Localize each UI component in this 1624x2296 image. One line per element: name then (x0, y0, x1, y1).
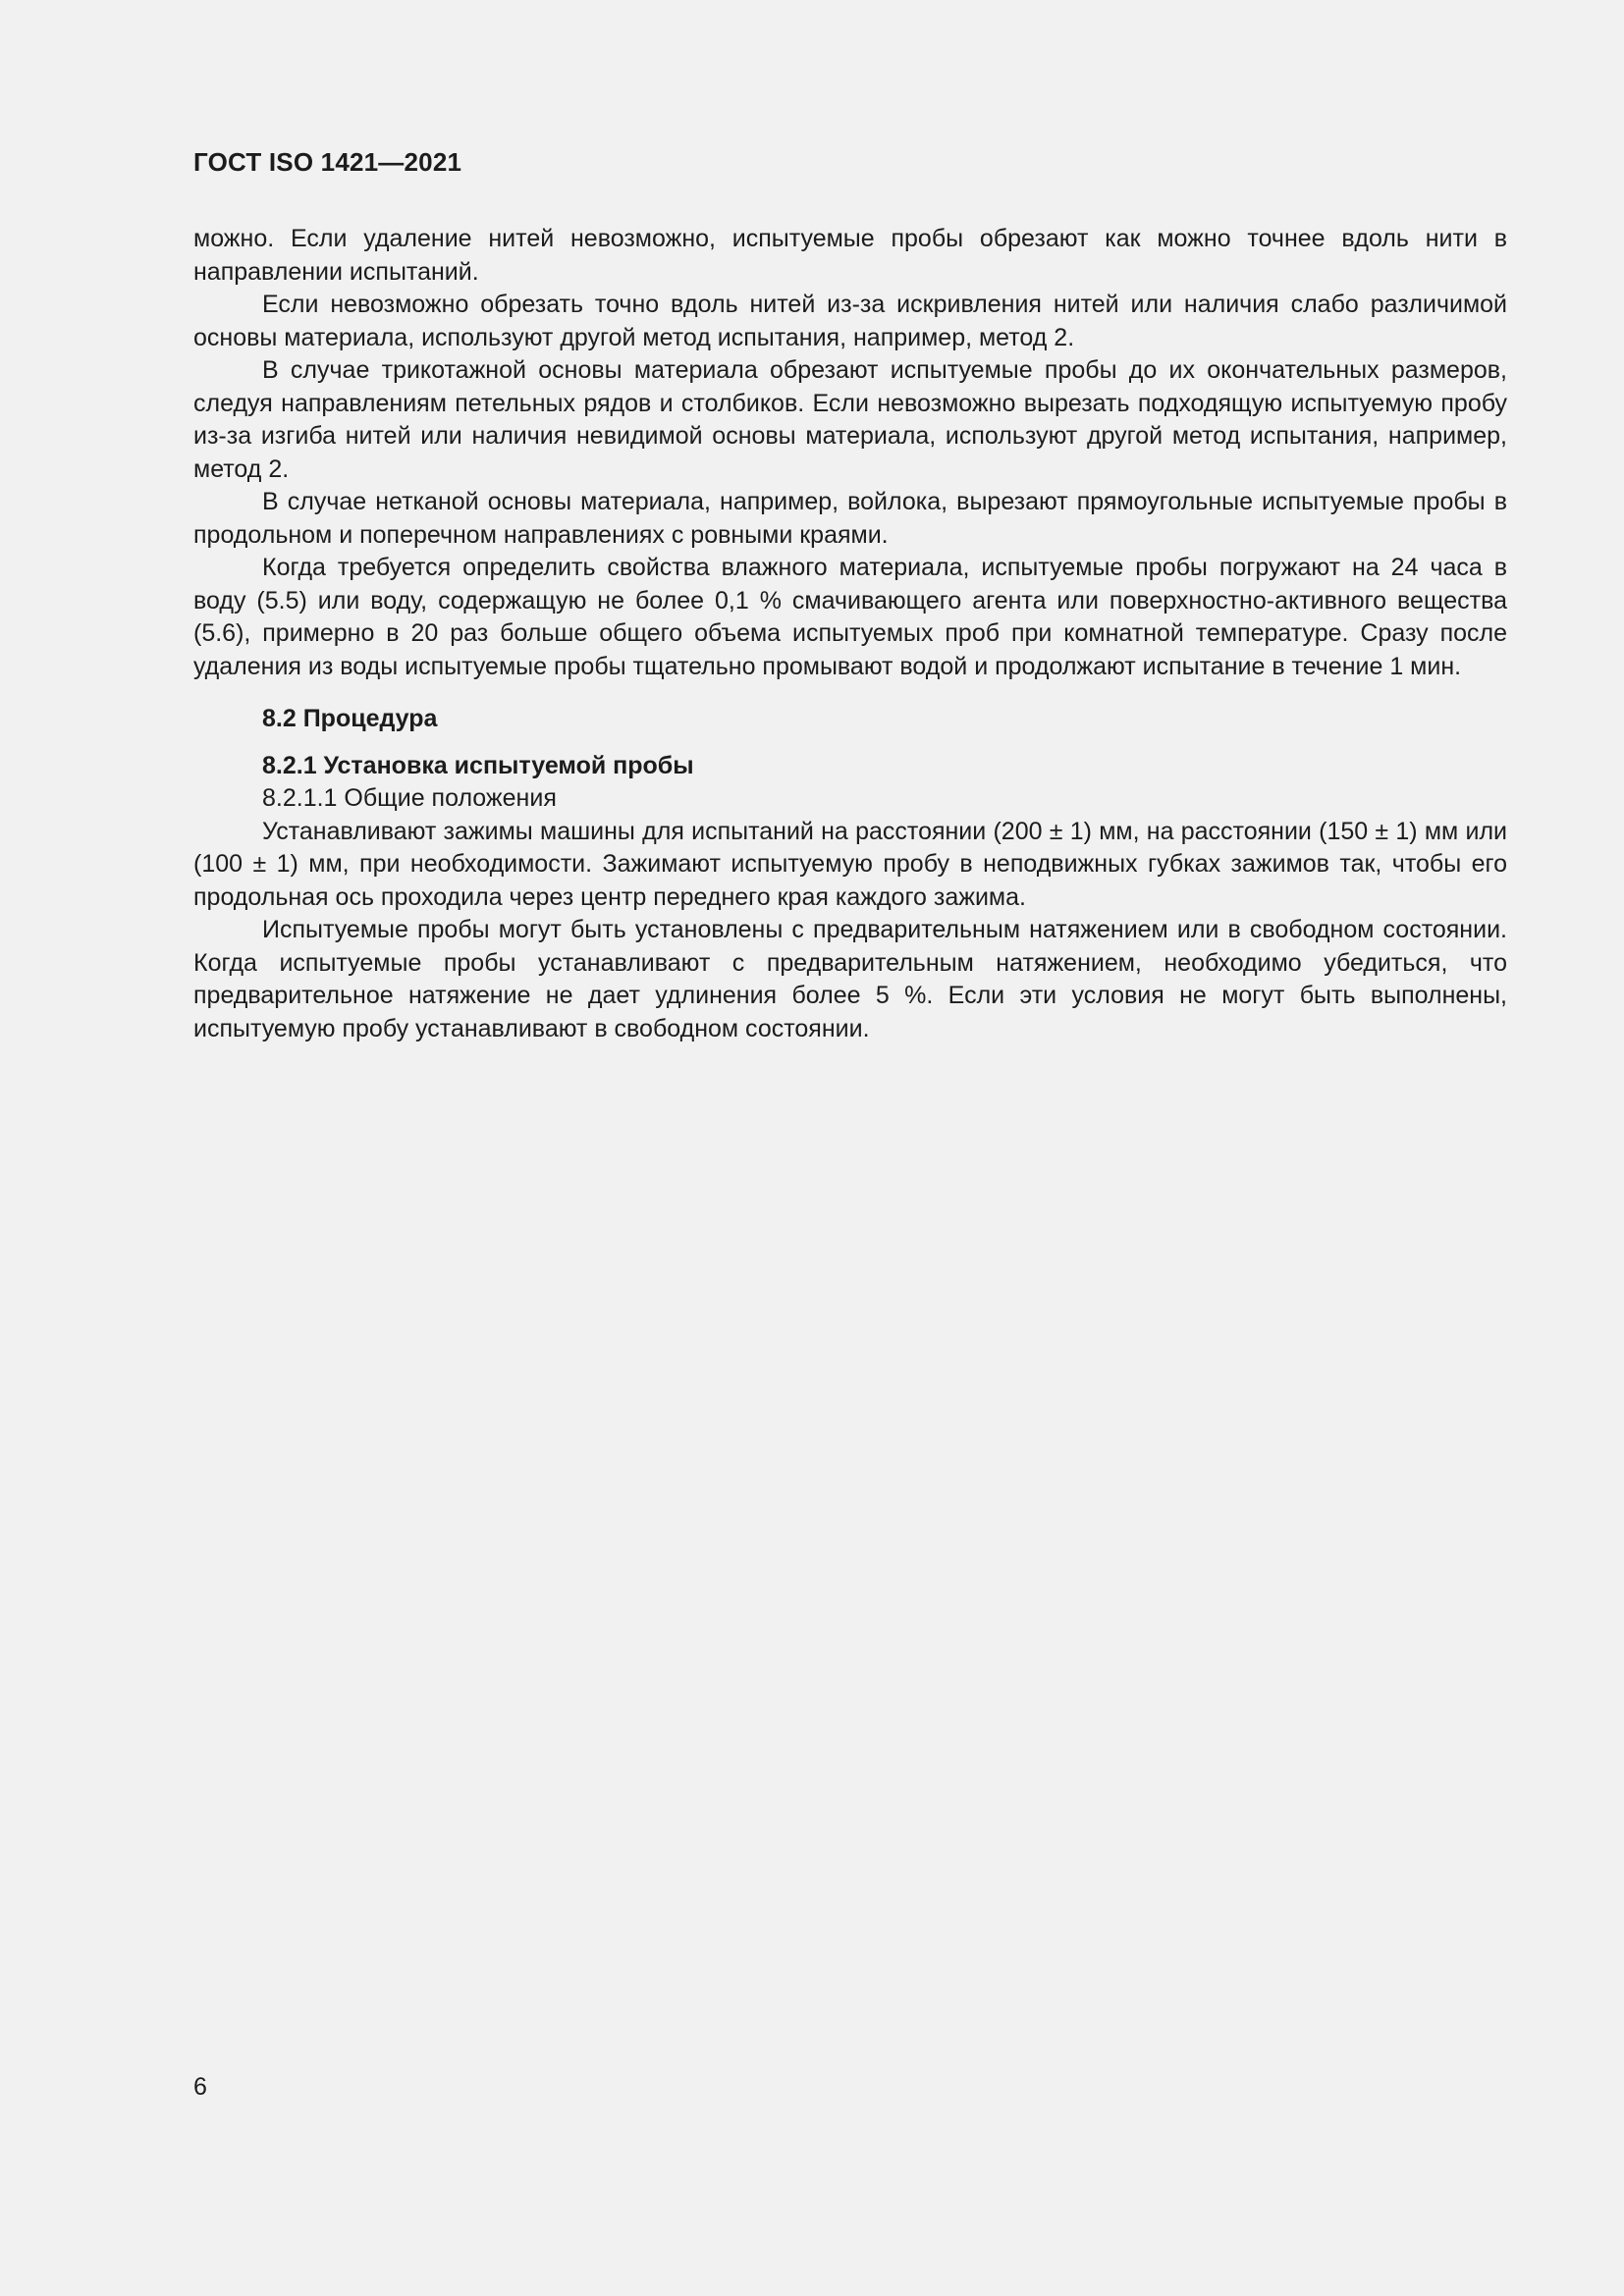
page-content (193, 223, 1507, 1045)
paragraph-knitted-base: В случае трикотажной основы материала обрезают испытуемые пробы до их окончательных размеров, следуя направлениям петельных рядов и столбиков. Если невозможно вырезать подходящую испытуемую пробу из-за изгиба нитей или наличия невидимой основы материала, используют другой метод испытания, например, метод 2. (193, 356, 1507, 483)
section-heading-8-2-1: 8.2.1 Установка испытуемой пробы (262, 751, 694, 779)
paragraph-nonwoven-base: В случае нетканой основы материала, например, войлока, вырезают прямоугольные испытуемые пробы в продольном и поперечном направлениях с ровными краями. (193, 488, 1507, 549)
paragraph-wet-material: Когда требуется определить свойства влажного материала, испытуемые пробы погружают на 24 часа в воду (5.5) или воду, содержащую не более 0,1 % смачивающего агента или поверхностно-активного вещества (5.6), примерно в 20 раз больше общего объема испытуемых проб при комнатной температуре. Сразу после удаления из воды испытуемые пробы тщательно промывают водой и продолжают испытание в течение 1 мин. (193, 554, 1507, 680)
page-number: 6 (193, 2073, 207, 2101)
standard-header: ГОСТ ISO 1421—2021 (193, 147, 462, 177)
paragraph-continuation: можно. Если удаление нитей невозможно, испытуемые пробы обрезают как можно точнее вдоль нити в направлении испытаний. (193, 225, 1507, 286)
paragraph-clamp-setup: Устанавливают зажимы машины для испытаний на расстоянии (200 ± 1) мм, на расстоянии (150 ± 1) мм или (100 ± 1) мм, при необходимости. Зажимают испытуемую пробу в неподвижных губках зажимов так, чтобы его продольная ось проходила через центр переднего края каждого зажима. (193, 817, 1507, 911)
section-heading-8-2: 8.2 Процедура (262, 705, 438, 732)
paragraph-thread-curvature: Если невозможно обрезать точно вдоль нитей из-за искривления нитей или наличия слабо различимой основы материала, используют другой метод испытания, например, метод 2. (193, 291, 1507, 351)
subsection-heading-8-2-1-1: 8.2.1.1 Общие положения (262, 784, 557, 812)
paragraph-pretension: Испытуемые пробы могут быть установлены с предварительным натяжением или в свободном состоянии. Когда испытуемые пробы устанавливают с предварительным натяжением, необходимо убедиться, что предварительное натяжение не дает удлинения более 5 %. Если эти условия не могут быть выполнены, испытуемую пробу устанавливают в свободном состоянии. (193, 916, 1507, 1042)
